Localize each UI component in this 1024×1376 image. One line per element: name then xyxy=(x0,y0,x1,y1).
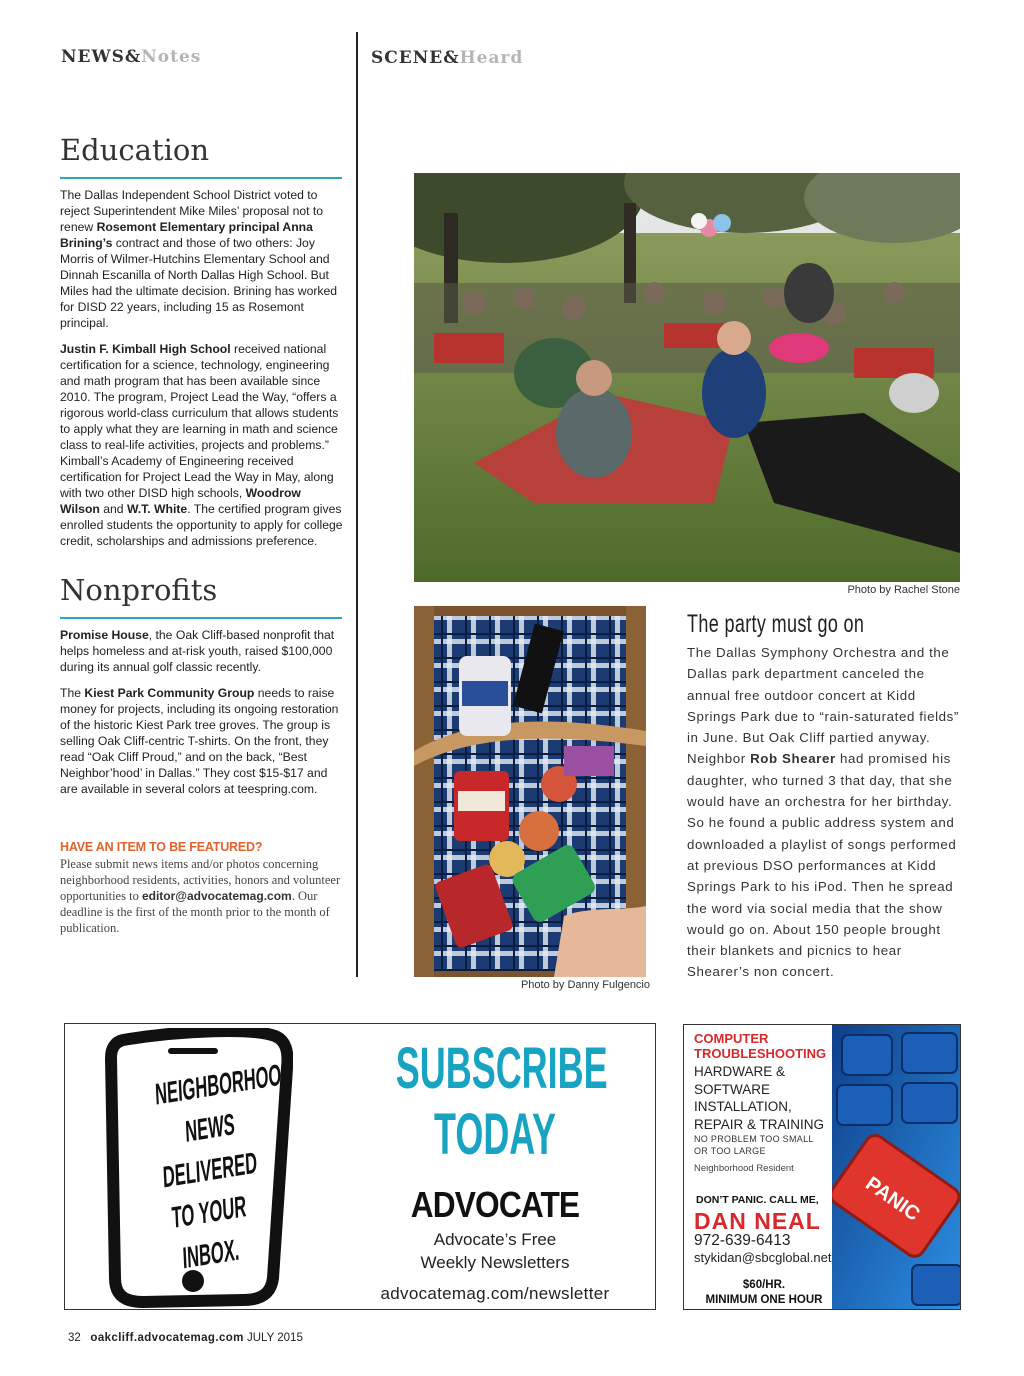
advocate-logo: ADVOCATE xyxy=(410,1184,580,1225)
service-item: SOFTWARE xyxy=(694,1081,770,1097)
promo-body xyxy=(60,856,344,936)
photo-credit-rachel-stone: Photo by Rachel Stone xyxy=(847,584,960,596)
nonprofits-heading: Nonprofits xyxy=(60,573,218,607)
nonprofits-body xyxy=(60,627,343,807)
education-paragraph-2 xyxy=(60,341,343,549)
section-label-news-notes xyxy=(61,47,201,67)
rate-info xyxy=(694,1278,834,1308)
nonprofits-rule xyxy=(60,617,342,619)
subscribe-word: SUBSCRIBE xyxy=(395,1036,608,1101)
problem-note-line-2: OR TOO LARGE xyxy=(694,1146,766,1156)
picnic-photo-image xyxy=(414,173,960,582)
services-list xyxy=(694,1063,824,1133)
issue-date: JULY 2015 xyxy=(247,1332,303,1344)
text-run: contract and those of two others: Joy Morris of Wilmer-Hutchins Elementary School and Dinnah Escanilla of North Dallas High School. But Miles had the ultimate decision. Brining has worked for DISD 22 years, including 15 as Rosemont principal. xyxy=(60,236,338,330)
phone-text-line-2: NEWS xyxy=(184,1108,236,1149)
section-label-light: Heard xyxy=(459,48,524,68)
newsletter-url-link[interactable]: advocatemag.com/newsletter xyxy=(380,1284,610,1303)
problem-note xyxy=(694,1133,814,1157)
page-number: 32 xyxy=(68,1332,81,1344)
panic-key-label: PANIC xyxy=(861,1172,924,1226)
bold-name: Woodrow Wilson xyxy=(60,486,301,516)
promo-heading: HAVE AN ITEM TO BE FEATURED? xyxy=(60,840,263,854)
phone-screen-text xyxy=(110,1056,310,1276)
rate-text: $60/HR. xyxy=(742,1279,786,1291)
bold-name: Justin F. Kimball High School xyxy=(60,342,231,356)
section-label-dark: NEWS& xyxy=(61,47,142,67)
resident-note: Neighborhood Resident xyxy=(694,1163,794,1174)
party-headline: The party must go on xyxy=(687,610,865,638)
party-text xyxy=(687,645,959,979)
panic-key-icon xyxy=(832,1025,961,1309)
phone-text-line-3: DELIVERED xyxy=(162,1146,258,1195)
nonprofits-paragraph-1 xyxy=(60,627,343,675)
today-word: TODAY xyxy=(434,1102,556,1167)
heading-line-2: TROUBLESHOOTING xyxy=(694,1046,827,1061)
computer-troubleshooting-ad[interactable] xyxy=(683,1024,961,1310)
text-run: The Dallas Independent School District voted to reject Superintendent Mike Miles’ proposal not to renew xyxy=(60,188,324,234)
text-run: received national certification for a science, technology, engineering and math program that has been available since 2010. The program, Project Lead the Way, “offers a rigorous world-class curriculum that allows students to apply what they are learning in math and science class to real-life activities, projects and problems.” Kimball’s Academy of Engineering received certification for Project Lead the Way in May, along with two other DISD high schools, xyxy=(60,342,339,500)
text-run: The Dallas Symphony Orchestra and the Dallas park department canceled the annual free outdoor concert at Kidd Springs Park due to “rain-saturated fields” in June. But Oak Cliff partied anyway. Neighbor xyxy=(687,645,959,767)
picnic-crowd-photo xyxy=(414,173,960,582)
service-item: INSTALLATION, xyxy=(694,1099,792,1114)
basket-photo-image xyxy=(414,606,646,977)
site-url: oakcliff.advocatemag.com xyxy=(90,1332,244,1344)
picnic-basket-photo xyxy=(414,606,646,977)
photo-credit-danny-fulgencio: Photo by Danny Fulgencio xyxy=(520,979,650,991)
text-run: . The certified program gives enrolled students the opportunity to apply for college credit, scholarships and admissions preference. xyxy=(60,502,343,548)
minimum-text: MINIMUM ONE HOUR xyxy=(705,1294,823,1306)
phone-text-line-1: NEIGHBORHOOD xyxy=(154,1056,294,1112)
promo-email-link[interactable]: editor@advocatemag.com xyxy=(141,889,292,903)
tagline-line-1: Advocate’s Free xyxy=(433,1230,557,1249)
dont-panic-text: DON’T PANIC. CALL ME, xyxy=(696,1194,819,1206)
subscribe-ad[interactable] xyxy=(64,1023,656,1310)
phone-text-line-4: TO YOUR INBOX. xyxy=(171,1190,247,1276)
section-label-light: Notes xyxy=(141,47,202,67)
promo-text: Please submit news items and/or photos concerning neighborhood residents, activities, honors and volunteer opportunities to xyxy=(60,857,341,903)
subscribe-tagline xyxy=(335,1228,655,1274)
subscribe-headline xyxy=(335,1036,655,1168)
heading-line-1: COMPUTER xyxy=(694,1031,769,1046)
column-divider xyxy=(356,32,358,977)
nonprofits-paragraph-2 xyxy=(60,685,343,797)
computer-ad-heading xyxy=(694,1031,826,1061)
promo-text-after: . Our deadline is the first of the month prior to the month of publication. xyxy=(60,889,330,935)
bold-name: Promise House xyxy=(60,628,149,642)
contact-phone[interactable]: 972-639-6413 xyxy=(694,1232,791,1249)
education-body xyxy=(60,187,343,559)
text-run: The xyxy=(60,686,85,700)
tagline-line-2: Weekly Newsletters xyxy=(420,1253,570,1272)
text-run: and xyxy=(99,502,127,516)
education-rule xyxy=(60,177,342,179)
bold-name: W.T. White xyxy=(126,502,188,516)
service-item: HARDWARE & xyxy=(694,1064,786,1079)
service-item: REPAIR & TRAINING xyxy=(694,1116,825,1132)
bold-name: Rosemont Elementary principal Anna Brining’s xyxy=(60,220,313,250)
party-body xyxy=(687,642,965,983)
text-run: , the Oak Cliff-based nonprofit that helps homeless and at-risk youth, raised $100,000 during its annual golf classic recently. xyxy=(60,628,335,674)
page-footer xyxy=(68,1332,303,1344)
text-run: needs to raise money for projects, including its ongoing restoration of the historic Kiest Park tree groves. The group is selling Oak Cliff-centric T-shirts. On the front, they read “Oak Cliff Proud,” and on the back, “Best Neighbor’hood’ in Dallas.” They cost $15-$17 and are available in several colors at teespring.com. xyxy=(60,686,339,796)
contact-email-link[interactable]: stykidan@sbcglobal.net xyxy=(694,1250,832,1265)
bold-name: Rob Shearer xyxy=(750,751,836,767)
education-paragraph-1 xyxy=(60,187,343,331)
text-run: had promised his daughter, who turned 3 that day, that she would have an orchestra for her birthday. So he found a public address system and downloaded a playlist of songs performed at previous DSO performances at Kidd Springs Park to his iPod. Then he spread the word via social media that the show would go on. About 150 people brought their blankets and picnics to hear Shearer’s non concert. xyxy=(687,751,957,980)
education-heading: Education xyxy=(60,133,210,167)
problem-note-line-1: NO PROBLEM TOO SMALL xyxy=(694,1134,814,1144)
section-label-dark: SCENE& xyxy=(371,48,460,68)
bold-name: Kiest Park Community Group xyxy=(84,686,255,700)
section-label-scene-heard xyxy=(371,48,523,68)
contact-name: DAN NEAL xyxy=(694,1208,821,1234)
